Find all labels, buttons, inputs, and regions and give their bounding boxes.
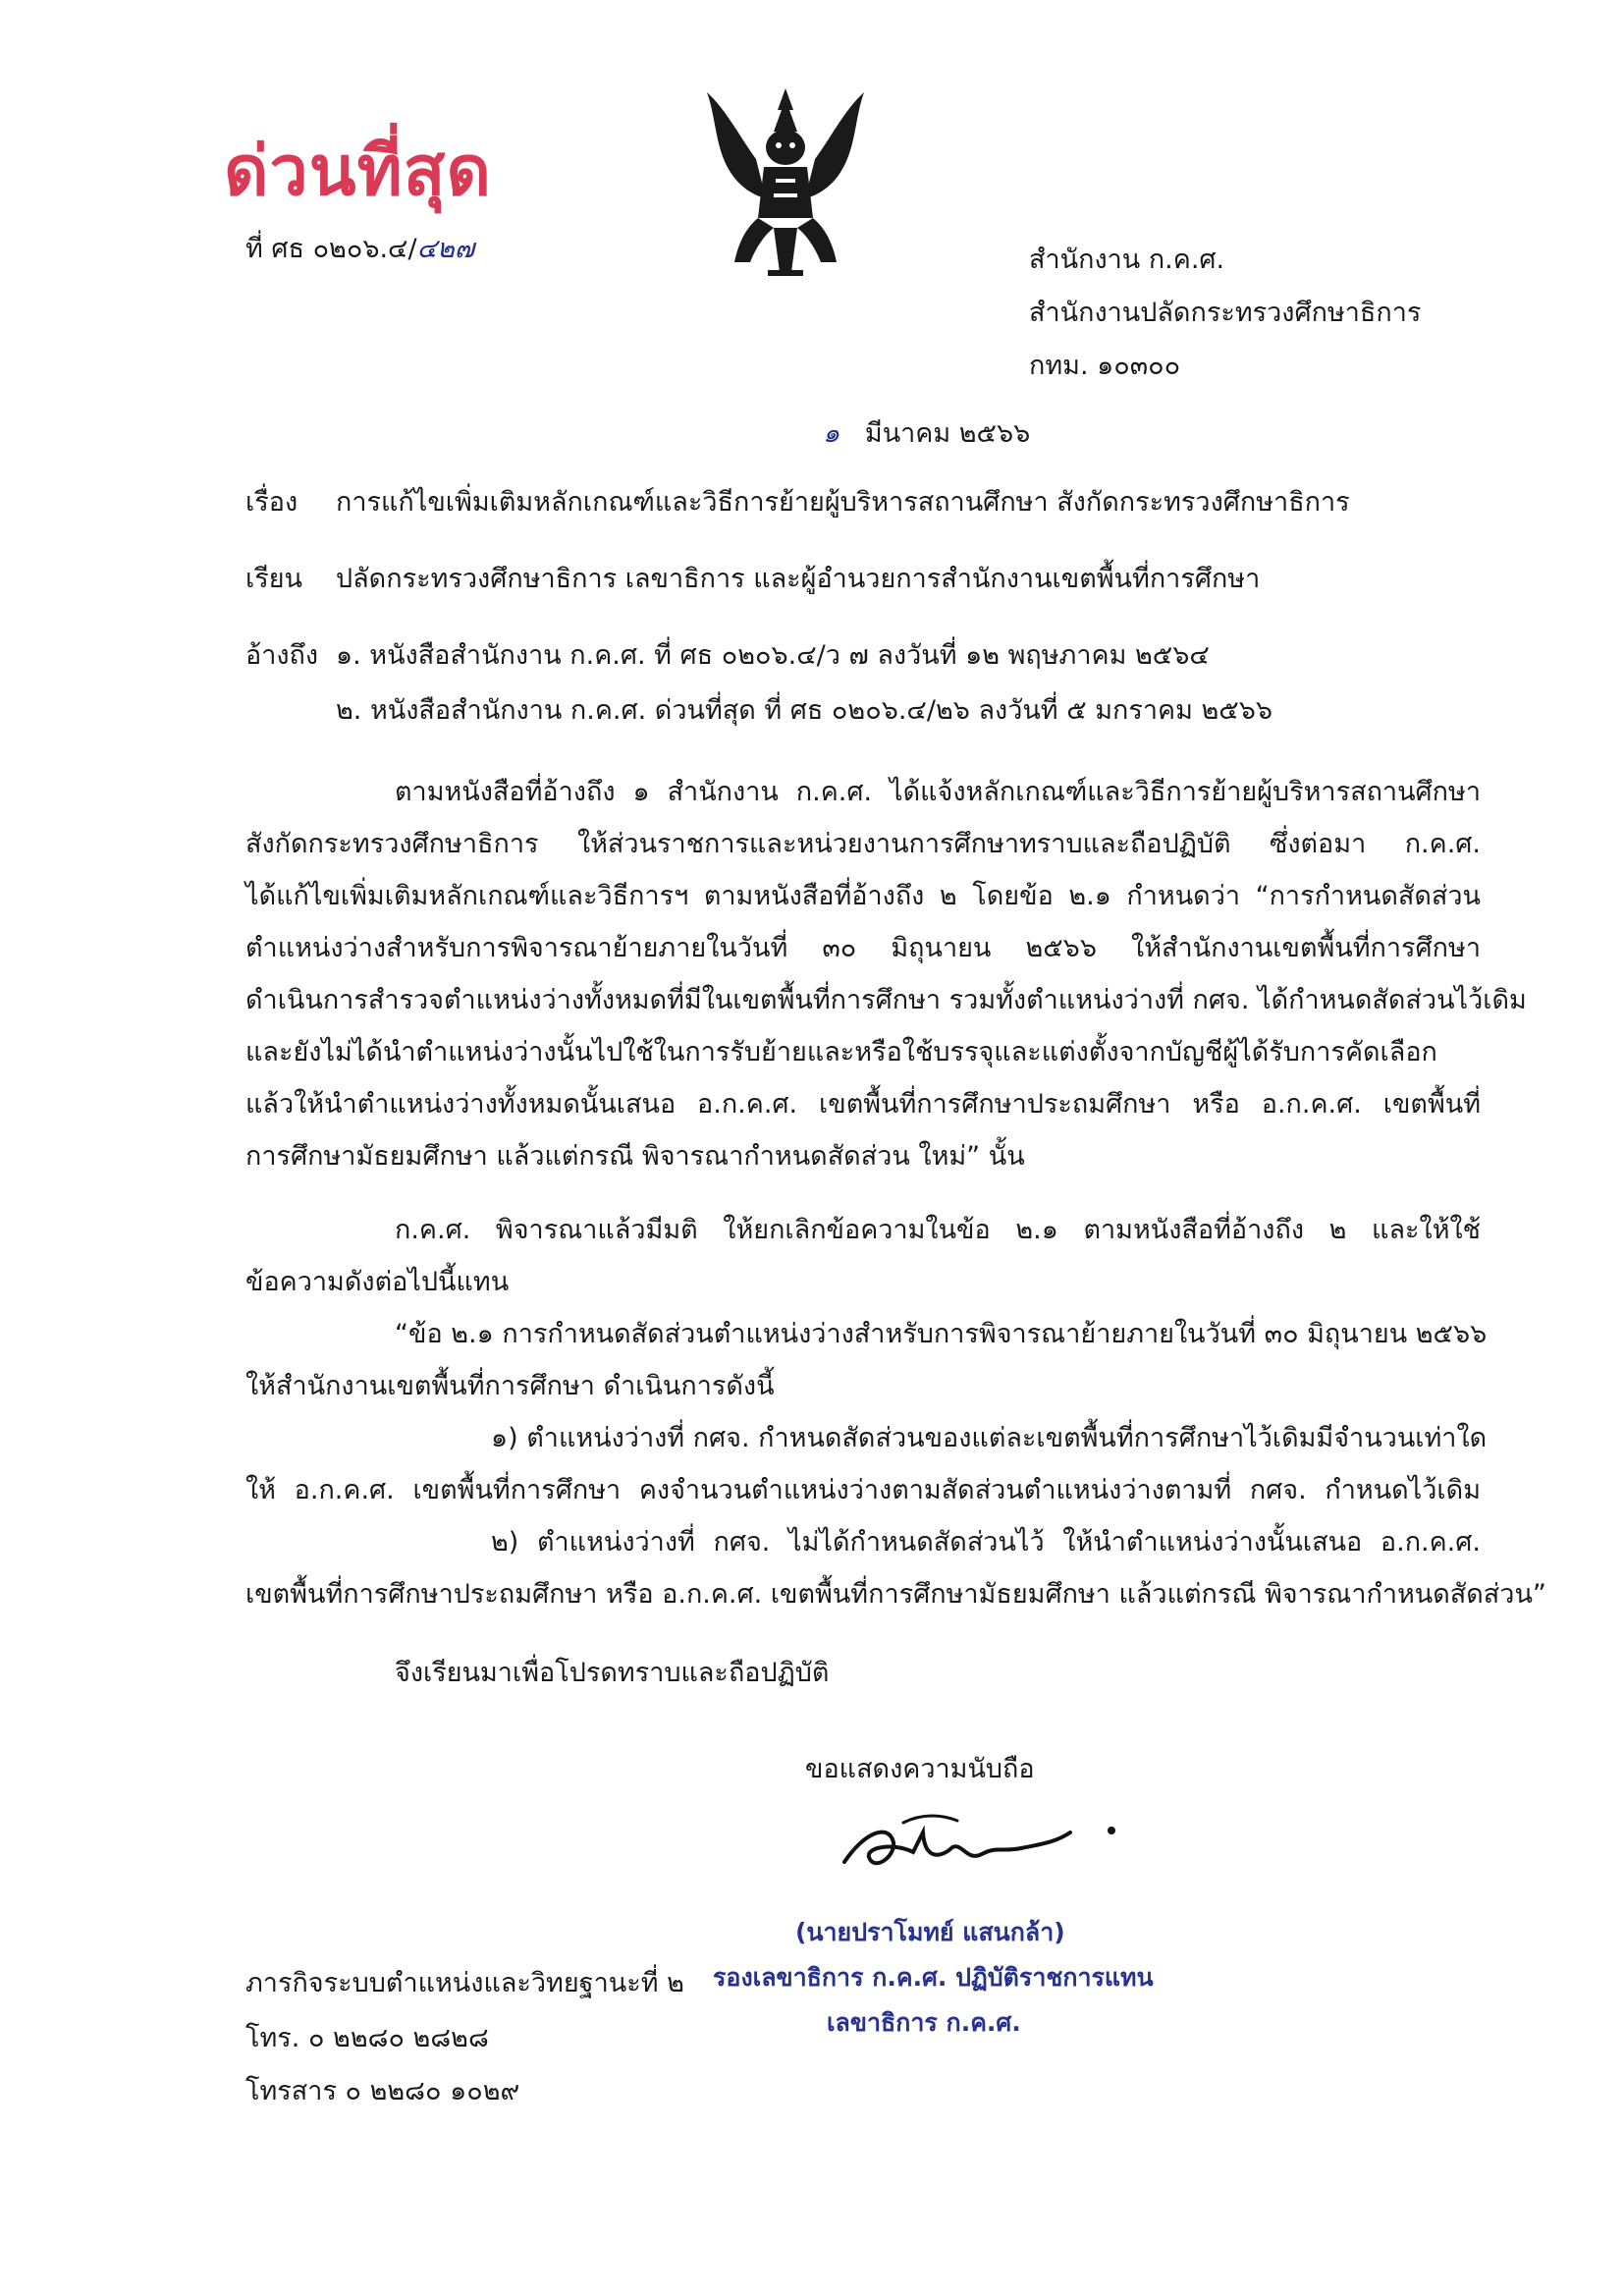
paragraph-line: และยังไม่ได้นำตำแหน่งว่างนั้นไปใช้ในการรับย้ายและหรือใช้บรรจุและแต่งตั้งจากบัญชีผู้ได้รับการคัดเลือก: [245, 1037, 1437, 1067]
paragraph-line: ตามหนังสือที่อ้างถึง ๑ สำนักงาน ก.ค.ศ. ได้แจ้งหลักเกณฑ์และวิธีการย้ายผู้บริหารสถานศึกษา: [395, 777, 1481, 807]
paragraph-line: เขตพื้นที่การศึกษาประถมศึกษา หรือ อ.ก.ค.ศ. เขตพื้นที่การศึกษามัธยมศึกษา แล้วแต่กรณี พิจารณากำหนดสัดส่วน”: [245, 1579, 1546, 1610]
closing: ขอแสดงความนับถือ: [805, 1754, 1035, 1784]
signer-title: รองเลขาธิการ ก.ค.ศ. ปฏิบัติราชการแทน: [713, 1963, 1154, 1992]
recipient-label: เรียน: [245, 564, 303, 594]
office-line: สำนักงานปลัดกระทรวงศึกษาธิการ: [1029, 298, 1422, 328]
paragraph-line: แล้วให้นำตำแหน่งว่างทั้งหมดนั้นเสนอ อ.ก.ค.ศ. เขตพื้นที่การศึกษาประถมศึกษา หรือ อ.ก.ค.ศ. เขตพื้นที่: [245, 1089, 1481, 1120]
document-number: [245, 232, 474, 267]
references-label: อ้างถึง: [245, 640, 319, 671]
signature-icon: [835, 1803, 1129, 1887]
reference-item: ๑. หนังสือสำนักงาน ก.ค.ศ. ที่ ศธ ๐๒๐๖.๔/ว ๗ ลงวันที่ ๑๒ พฤษภาคม ๒๕๖๔: [336, 640, 1210, 671]
office-address: [1029, 234, 1421, 393]
body-paragraph-3: จึงเรียนมาเพื่อโปรดทราบและถือปฏิบัติ: [395, 1658, 830, 1688]
footer-fax: โทรสาร ๐ ๒๒๘๐ ๑๐๒๙: [245, 2076, 520, 2106]
paragraph-line: การศึกษามัธยมศึกษา แล้วแต่กรณี พิจารณากำหนดสัดส่วน ใหม่” นั้น: [245, 1141, 1025, 1172]
date-month-year: มีนาคม ๒๕๖๖: [864, 418, 1031, 449]
office-line: สำนักงาน ก.ค.ศ.: [1029, 245, 1225, 275]
date-day: ๑: [823, 418, 840, 449]
paragraph-line: ได้แก้ไขเพิ่มเติมหลักเกณฑ์และวิธีการฯ ตามหนังสือที่อ้างถึง ๒ โดยข้อ ๒.๑ กำหนดว่า “การกำหนดสัดส่วน: [245, 881, 1481, 911]
paragraph-line: ตำแหน่งว่างสำหรับการพิจารณาย้ายภายในวันที่ ๓๐ มิถุนายน ๒๕๖๖ ให้สำนักงานเขตพื้นที่การศึกษา: [245, 933, 1481, 963]
footer-division: ภารกิจระบบตำแหน่งและวิทยฐานะที่ ๒: [245, 1968, 684, 1998]
paragraph-line: สังกัดกระทรวงศึกษาธิการ ให้ส่วนราชการและหน่วยงานการศึกษาทราบและถือปฏิบัติ ซึ่งต่อมา ก.ค.ศ.: [245, 829, 1481, 859]
document-number-handwritten: ๔๒๗: [416, 234, 475, 264]
signer-title: เลขาธิการ ก.ค.ศ.: [827, 2008, 1021, 2037]
paragraph-line: “ข้อ ๒.๑ การกำหนดสัดส่วนตำแหน่งว่างสำหรับการพิจารณาย้ายภายในวันที่ ๓๐ มิถุนายน ๒๕๖๖: [395, 1319, 1488, 1349]
paragraph-line: ให้ อ.ก.ค.ศ. เขตพื้นที่การศึกษา คงจำนวนตำแหน่งว่างตามสัดส่วนตำแหน่งว่างตามที่ กศจ. กำหนดไว้เดิม: [245, 1475, 1481, 1505]
reference-item: ๒. หนังสือสำนักงาน ก.ค.ศ. ด่วนที่สุด ที่ ศธ ๐๒๐๖.๔/๒๖ ลงวันที่ ๕ มกราคม ๒๕๖๖: [336, 695, 1272, 726]
paragraph-line: ๑) ตำแหน่งว่างที่ กศจ. กำหนดสัดส่วนของแต่ละเขตพื้นที่การศึกษาไว้เดิมมีจำนวนเท่าใด: [491, 1423, 1488, 1453]
paragraph-line: ให้สำนักงานเขตพื้นที่การศึกษา ดำเนินการดังนี้: [245, 1371, 775, 1401]
document-number-prefix: ที่ ศธ ๐๒๐๖.๔/: [245, 234, 417, 264]
garuda-emblem-icon: [687, 81, 884, 282]
signer-name: (นายปราโมทย์ แสนกล้า): [795, 1918, 1065, 1946]
document-date: [823, 416, 1030, 452]
subject-label: เรื่อง: [245, 487, 298, 518]
paragraph-line: ๒) ตำแหน่งว่างที่ กศจ. ไม่ได้กำหนดสัดส่วนไว้ ให้นำตำแหน่งว่างนั้นเสนอ อ.ก.ค.ศ.: [491, 1527, 1481, 1558]
body-paragraph-1: [245, 766, 1527, 1182]
urgency-stamp: ด่วนที่สุด: [224, 130, 492, 211]
body-paragraph-2: [245, 1204, 1546, 1620]
recipient-text: ปลัดกระทรวงศึกษาธิการ เลขาธิการ และผู้อำนวยการสำนักงานเขตพื้นที่การศึกษา: [336, 564, 1261, 594]
subject-text: การแก้ไขเพิ่มเติมหลักเกณฑ์และวิธีการย้ายผู้บริหารสถานศึกษา สังกัดกระทรวงศึกษาธิการ: [336, 487, 1350, 518]
paragraph-line: ก.ค.ศ. พิจารณาแล้วมีมติ ให้ยกเลิกข้อความในข้อ ๒.๑ ตามหนังสือที่อ้างถึง ๒ และให้ใช้: [395, 1215, 1481, 1245]
footer-phone: โทร. ๐ ๒๒๘๐ ๒๘๒๘: [245, 2023, 489, 2053]
paragraph-line: ดำเนินการสำรวจตำแหน่งว่างทั้งหมดที่มีในเขตพื้นที่การศึกษา รวมทั้งตำแหน่งว่างที่ กศจ. ได้กำหนดสัดส่วนไว้เดิม: [245, 985, 1527, 1015]
paragraph-line: ข้อความดังต่อไปนี้แทน: [245, 1267, 510, 1297]
office-line: กทม. ๑๐๓๐๐: [1029, 351, 1181, 381]
